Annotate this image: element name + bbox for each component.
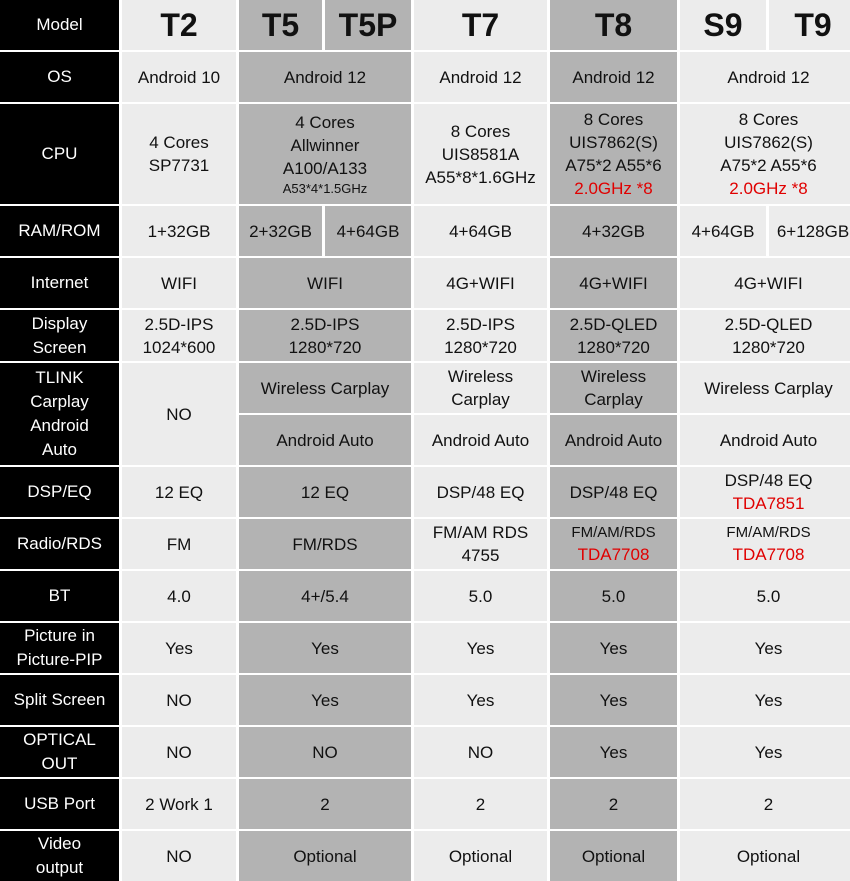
carplay-t5	[239, 363, 411, 413]
cell-text: 4755	[461, 546, 500, 565]
label-text: OS	[47, 67, 72, 86]
cell-text: FM/AM RDS	[432, 523, 529, 542]
cell-text: Wireless Carplay	[260, 378, 390, 398]
cpu-line: 8 Cores	[738, 110, 799, 129]
ram-t9	[769, 206, 850, 256]
display-t5	[239, 310, 411, 361]
row-label-video	[0, 831, 119, 881]
carplay-t2	[122, 363, 236, 465]
cell-text: DSP/48 EQ	[436, 482, 525, 502]
label-text: TLINK	[35, 368, 84, 387]
optical-t5	[239, 727, 411, 777]
os-t2	[122, 52, 236, 102]
display-t7	[414, 310, 547, 361]
android-auto-t7	[414, 415, 547, 465]
cell-text: Optional	[736, 846, 801, 866]
bt-t5	[239, 571, 411, 621]
cpu-line: UIS8581A	[441, 144, 520, 164]
label-text: Video	[37, 834, 82, 853]
cpu-line: UIS7862(S)	[569, 133, 658, 152]
radio-t2	[122, 519, 236, 569]
cell-text: Android 12	[727, 67, 810, 87]
display-t8	[550, 310, 677, 361]
dsp-t8	[550, 467, 677, 517]
carplay-t8	[550, 363, 677, 413]
bt-t2	[122, 571, 236, 621]
cpu-line: 4 Cores	[295, 112, 355, 132]
cell-text: 2	[320, 794, 330, 814]
cell-text: 1280*720	[444, 337, 517, 357]
usb-t8	[550, 779, 677, 829]
cell-text: Yes	[466, 638, 495, 658]
dsp-t7	[414, 467, 547, 517]
cell-text: NO	[467, 742, 494, 762]
model-name: T7	[461, 7, 500, 43]
row-label-os	[0, 52, 119, 102]
cell-text: 2.5D-IPS	[144, 314, 214, 334]
chip-highlight: TDA7708	[577, 545, 650, 564]
cell-text: 4G+WIFI	[734, 273, 803, 293]
ram-s9	[680, 206, 766, 256]
cell-text: Optional	[293, 846, 357, 866]
internet-t7	[414, 258, 547, 308]
cell-text: 1280*720	[288, 337, 362, 357]
model-name: S9	[703, 7, 743, 43]
cell-text: 2 Work 1	[145, 794, 213, 814]
label-text: Picture in	[24, 626, 95, 645]
cell-text: NO	[166, 690, 192, 710]
optical-t9	[680, 727, 850, 777]
cell-text: 4+/5.4	[301, 586, 349, 606]
cell-text: 4.0	[167, 586, 191, 606]
cell-text: Android 10	[137, 67, 221, 87]
cell-text: 2+32GB	[249, 221, 312, 241]
row-label-optical	[0, 727, 119, 777]
cell-text: WIFI	[307, 273, 343, 293]
video-t5	[239, 831, 411, 881]
model-name: T9	[794, 7, 832, 43]
cell-text: WIFI	[161, 273, 197, 293]
label-text: RAM/ROM	[18, 221, 101, 240]
cell-text: 2.5D-QLED	[569, 314, 658, 334]
label-text: Screen	[32, 337, 87, 357]
cell-text: 12 EQ	[154, 482, 204, 502]
cpu-line: A100/A133	[282, 158, 368, 178]
carplay-t9	[680, 363, 850, 413]
radio-t8	[550, 519, 677, 569]
row-label-model	[0, 0, 119, 50]
model-name: T8	[594, 7, 633, 43]
cpu-t8	[550, 104, 677, 204]
cell-text: 2	[763, 794, 774, 814]
bt-t9	[680, 571, 850, 621]
cell-text: 2	[608, 794, 619, 814]
cpu-line: A75*2 A55*6	[565, 156, 662, 175]
os-t7	[414, 52, 547, 102]
cpu-frequency-highlight: 2.0GHz *8	[574, 179, 653, 198]
cpu-line: SP7731	[148, 156, 210, 175]
label-text: Split Screen	[13, 690, 106, 709]
cell-text: Yes	[599, 742, 628, 762]
cell-text: 2.5D-QLED	[724, 314, 813, 334]
model-t9	[769, 0, 850, 50]
cpu-line: UIS7862(S)	[724, 133, 813, 152]
cell-text: Android Auto	[564, 430, 663, 450]
row-label-ram	[0, 206, 119, 256]
cpu-t9	[680, 104, 850, 204]
cell-text: Yes	[754, 638, 783, 658]
cell-text: 1280*720	[732, 337, 805, 357]
cell-text: DSP/48 EQ	[569, 482, 658, 502]
cpu-line: A53*4*1.5GHz	[282, 180, 368, 196]
radio-t9	[680, 519, 850, 569]
cpu-line: 4 Cores	[149, 133, 209, 152]
split-t2	[122, 675, 236, 725]
cell-text: NO	[166, 742, 192, 762]
cell-text: 2.5D-IPS	[290, 314, 360, 334]
cell-text: Android 12	[283, 67, 367, 87]
carplay-t7	[414, 363, 547, 413]
model-t8	[550, 0, 677, 50]
display-t2	[122, 310, 236, 361]
cell-text: 1024*600	[142, 337, 216, 357]
cell-text: Wireless Carplay	[704, 378, 833, 398]
label-text: Radio/RDS	[16, 534, 103, 553]
cpu-line: A55*8*1.6GHz	[425, 167, 536, 187]
model-name: T2	[160, 7, 198, 43]
cell-text: Optional	[448, 846, 513, 866]
row-label-internet	[0, 258, 119, 308]
chip-highlight: TDA7851	[732, 494, 805, 513]
cpu-t7	[414, 104, 547, 204]
ram-t5	[239, 206, 322, 256]
cell-text: Yes	[599, 690, 628, 710]
dsp-t9	[680, 467, 850, 517]
radio-t5	[239, 519, 411, 569]
cell-text: Yes	[754, 742, 783, 762]
usb-t7	[414, 779, 547, 829]
usb-t5	[239, 779, 411, 829]
cell-text: Carplay	[584, 390, 643, 409]
cell-text: Android 12	[572, 67, 655, 87]
cell-text: 6+128GB	[776, 221, 850, 241]
os-t5	[239, 52, 411, 102]
optical-t7	[414, 727, 547, 777]
ram-t8	[550, 206, 677, 256]
cell-text: 2	[475, 794, 486, 814]
split-t8	[550, 675, 677, 725]
row-label-display	[0, 310, 119, 361]
cell-text: FM	[166, 534, 192, 554]
video-t7	[414, 831, 547, 881]
row-label-dsp	[0, 467, 119, 517]
label-text: Carplay	[30, 392, 89, 411]
label-text: Display	[31, 313, 88, 333]
cell-text: 4G+WIFI	[579, 273, 648, 293]
cell-text: Yes	[754, 690, 783, 710]
os-t9	[680, 52, 850, 102]
bt-t7	[414, 571, 547, 621]
label-text: OUT	[41, 754, 78, 773]
cpu-line: 8 Cores	[450, 121, 511, 141]
label-text: Internet	[30, 273, 89, 292]
os-t8	[550, 52, 677, 102]
optical-t8	[550, 727, 677, 777]
cell-text: Yes	[466, 690, 495, 710]
cell-text: Wireless	[447, 367, 514, 386]
internet-t8	[550, 258, 677, 308]
optical-t2	[122, 727, 236, 777]
label-text: USB Port	[24, 794, 95, 813]
label-text: DSP/EQ	[27, 482, 92, 501]
video-t8	[550, 831, 677, 881]
label-text: Picture-PIP	[16, 650, 103, 669]
cpu-t2	[122, 104, 236, 204]
cell-text: 4+64GB	[336, 221, 400, 241]
bt-t8	[550, 571, 677, 621]
label-text: Model	[36, 15, 83, 34]
display-t9	[680, 310, 850, 361]
dsp-t5	[239, 467, 411, 517]
model-s9	[680, 0, 766, 50]
cell-text: Wireless	[580, 367, 647, 386]
cell-text: 2.5D-IPS	[446, 314, 515, 334]
cell-text: 4+64GB	[449, 221, 512, 241]
android-auto-t5	[239, 415, 411, 465]
android-auto-t9	[680, 415, 850, 465]
cell-text: Yes	[165, 638, 193, 658]
row-label-pip	[0, 623, 119, 673]
row-label-split	[0, 675, 119, 725]
model-t5p	[325, 0, 411, 50]
usb-t2	[122, 779, 236, 829]
cell-text: Yes	[599, 638, 628, 658]
model-name: T5P	[338, 7, 398, 43]
label-text: Android	[30, 416, 89, 435]
ram-t5p	[325, 206, 411, 256]
cell-text: Yes	[311, 638, 339, 658]
model-t5	[239, 0, 322, 50]
pip-t9	[680, 623, 850, 673]
row-label-radio	[0, 519, 119, 569]
android-auto-t8	[550, 415, 677, 465]
pip-t8	[550, 623, 677, 673]
split-t7	[414, 675, 547, 725]
cell-text: NO	[166, 404, 192, 424]
cpu-line: A75*2 A55*6	[720, 156, 817, 175]
cell-text: 5.0	[756, 586, 781, 606]
model-t7	[414, 0, 547, 50]
dsp-t2	[122, 467, 236, 517]
cell-text: Android Auto	[719, 430, 818, 450]
cell-text: 4+64GB	[691, 221, 755, 241]
row-label-usb	[0, 779, 119, 829]
cell-text: 4G+WIFI	[446, 273, 515, 293]
cpu-t5	[239, 104, 411, 204]
cell-text: Android Auto	[276, 430, 374, 450]
cell-text: 5.0	[601, 586, 626, 606]
cell-text: Android Auto	[431, 430, 530, 450]
label-text: output	[35, 858, 84, 877]
cell-text: 1+32GB	[147, 221, 211, 241]
cell-text: Yes	[311, 690, 339, 710]
cell-text: 12 EQ	[300, 482, 350, 502]
pip-t7	[414, 623, 547, 673]
model-name: T5	[261, 7, 300, 43]
label-text: BT	[48, 586, 71, 605]
cell-text: FM/RDS	[292, 534, 358, 554]
chip-highlight: TDA7708	[732, 545, 805, 564]
row-label-cpu	[0, 104, 119, 204]
cell-text: DSP/48 EQ	[724, 471, 813, 490]
cell-text: FM/AM/RDS	[571, 524, 656, 541]
cell-text: FM/AM/RDS	[726, 524, 811, 541]
cpu-line: Allwinner	[290, 135, 360, 155]
pip-t2	[122, 623, 236, 673]
pip-t5	[239, 623, 411, 673]
radio-t7	[414, 519, 547, 569]
video-t2	[122, 831, 236, 881]
split-t5	[239, 675, 411, 725]
cell-text: Carplay	[451, 390, 510, 409]
label-text: OPTICAL	[23, 730, 96, 749]
ram-t7	[414, 206, 547, 256]
internet-t2	[122, 258, 236, 308]
cell-text: Android 12	[439, 67, 522, 87]
label-text: Auto	[42, 440, 77, 459]
cell-text: 4+32GB	[582, 221, 645, 241]
cpu-line: 8 Cores	[583, 110, 644, 129]
usb-t9	[680, 779, 850, 829]
cell-text: NO	[166, 846, 192, 866]
cpu-frequency-highlight: 2.0GHz *8	[729, 179, 808, 198]
ram-t2	[122, 206, 236, 256]
internet-t9	[680, 258, 850, 308]
cell-text: 5.0	[468, 586, 493, 606]
video-t9	[680, 831, 850, 881]
cell-text: Optional	[581, 846, 646, 866]
split-t9	[680, 675, 850, 725]
model-t2	[122, 0, 236, 50]
label-text: CPU	[41, 144, 78, 163]
row-label-bt	[0, 571, 119, 621]
cell-text: 1280*720	[577, 337, 650, 357]
internet-t5	[239, 258, 411, 308]
cell-text: NO	[312, 742, 338, 762]
row-label-carplay	[0, 363, 119, 465]
